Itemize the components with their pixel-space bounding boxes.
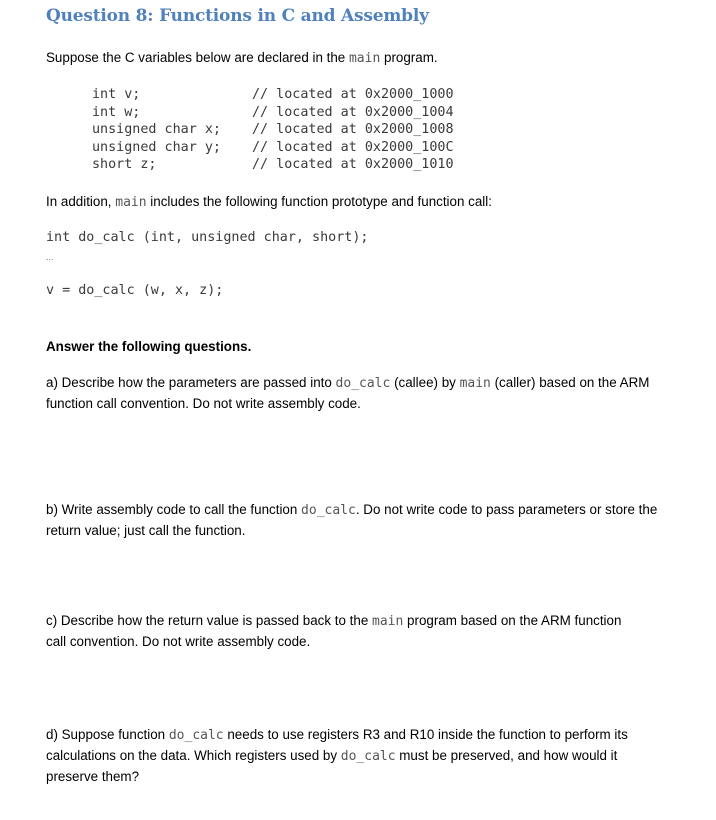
question-a-text: (caller) based on the ARM function call convention. Do not write assembly code.: [46, 375, 650, 411]
question-b-code: do_calc: [301, 503, 356, 518]
decl-comment: // located at 0x2000_1004: [252, 104, 454, 120]
question-d-text: d) Suppose function: [46, 727, 169, 742]
question-a-text: a) Describe how the parameters are passed into: [46, 375, 336, 390]
decl-line: int v;: [92, 87, 141, 102]
decl-comment: // located at 0x2000_100C: [252, 139, 454, 155]
question-d-code: do_calc: [168, 728, 224, 743]
question-b-text: b) Write assembly code to call the function: [46, 502, 302, 517]
function-call: v = do_calc (w, x, z);: [46, 283, 224, 298]
addition-text: [46, 192, 492, 213]
ellipsis: ...: [46, 252, 54, 262]
intro-text: [46, 48, 438, 69]
question-d-text: must be preserved, and how would it preserve them?: [46, 748, 618, 784]
question-a-code: main: [459, 376, 491, 391]
addition-before: In addition,: [46, 194, 116, 209]
question-c-text: program based on the ARM function call convention. Do not write assembly code.: [46, 613, 622, 649]
decl-comment: // located at 0x2000_1010: [252, 157, 454, 172]
decl-comment: // located at 0x2000_1008: [252, 122, 454, 137]
addition-after: includes the following function prototype and function call:: [146, 194, 492, 209]
question-b: [46, 500, 661, 541]
intro-before: Suppose the C variables below are declared in the: [46, 50, 349, 65]
question-a-text: (callee) by: [390, 375, 460, 390]
question-d-text: needs to use registers R3 and R10 inside the function to perform its calculations on the data. Which registers used by: [46, 727, 628, 763]
function-prototype: int do_calc (int, unsigned char, short);: [46, 230, 369, 245]
intro-code: main: [348, 51, 381, 66]
answer-heading: Answer the following questions.: [46, 339, 252, 354]
question-c: [46, 611, 636, 652]
page-title: Question 8: Functions in C and Assembly: [46, 6, 429, 26]
question-c-text: c) Describe how the return value is passed back to the: [46, 613, 373, 628]
question-a: [46, 373, 658, 414]
decl-line: unsigned char y;: [92, 139, 221, 155]
question-b-text: . Do not write code to pass parameters or store the return value; just call the function.: [46, 502, 658, 538]
decl-line: int w;: [92, 104, 141, 120]
decl-line: short z;: [92, 157, 157, 172]
decl-comment: // located at 0x2000_1000: [252, 87, 454, 102]
question-c-code: main: [372, 614, 404, 629]
question-d-code: do_calc: [340, 749, 396, 764]
question-a-code: do_calc: [335, 376, 391, 391]
decl-line: unsigned char x;: [92, 122, 221, 137]
question-d: [46, 725, 661, 787]
intro-after: program.: [380, 50, 438, 65]
addition-code: main: [115, 195, 147, 210]
